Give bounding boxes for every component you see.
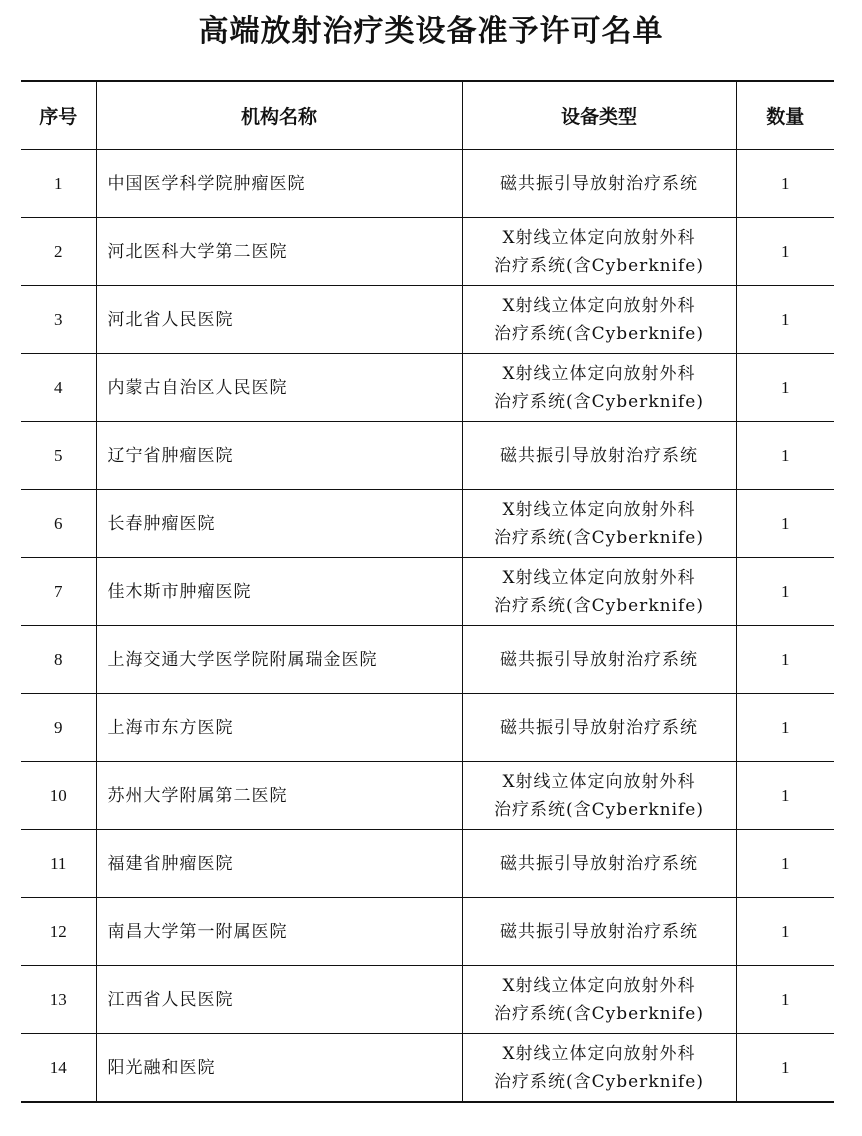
- document-title: 高端放射治疗类设备准予许可名单: [198, 14, 664, 49]
- institution-name: 上海交通大学医学院附属瑞金医院: [96, 626, 462, 694]
- quantity: 1: [736, 966, 834, 1034]
- table-row: [21, 1034, 834, 1103]
- row-number: 9: [21, 694, 96, 762]
- device-type-line: 治疗系统(含Cyberknife): [494, 255, 704, 276]
- device-type: [462, 354, 736, 422]
- quantity: 1: [736, 694, 834, 762]
- institution-name: 江西省人民医院: [96, 966, 462, 1034]
- institution-name: 福建省肿瘤医院: [96, 830, 462, 898]
- quantity: 1: [736, 558, 834, 626]
- row-number: 8: [21, 626, 96, 694]
- device-type-line: X射线立体定向放射外科: [502, 567, 696, 588]
- institution-name: 河北医科大学第二医院: [96, 218, 462, 286]
- row-number: 1: [21, 150, 96, 218]
- device-type-line: X射线立体定向放射外科: [502, 295, 696, 316]
- device-type: [462, 626, 736, 694]
- column-header-no: 序号: [21, 81, 96, 150]
- device-type-line: 磁共振引导放射治疗系统: [500, 173, 698, 194]
- institution-name: 佳木斯市肿瘤医院: [96, 558, 462, 626]
- institution-name: 苏州大学附属第二医院: [96, 762, 462, 830]
- device-type-line: 治疗系统(含Cyberknife): [494, 391, 704, 412]
- quantity: 1: [736, 626, 834, 694]
- device-type: [462, 694, 736, 762]
- table-row: [21, 218, 834, 286]
- quantity: 1: [736, 150, 834, 218]
- quantity: 1: [736, 354, 834, 422]
- row-number: 7: [21, 558, 96, 626]
- device-type: [462, 966, 736, 1034]
- device-type-line: 磁共振引导放射治疗系统: [500, 717, 698, 738]
- table-row: [21, 626, 834, 694]
- table-row: [21, 762, 834, 830]
- device-type-line: 治疗系统(含Cyberknife): [494, 799, 704, 820]
- table-row: [21, 422, 834, 490]
- row-number: 11: [21, 830, 96, 898]
- quantity: 1: [736, 1034, 834, 1103]
- row-number: 13: [21, 966, 96, 1034]
- device-type-line: X射线立体定向放射外科: [502, 771, 696, 792]
- row-number: 3: [21, 286, 96, 354]
- institution-name: 辽宁省肿瘤医院: [96, 422, 462, 490]
- table-row: [21, 286, 834, 354]
- row-number: 10: [21, 762, 96, 830]
- institution-name: 上海市东方医院: [96, 694, 462, 762]
- quantity: 1: [736, 762, 834, 830]
- device-type-line: X射线立体定向放射外科: [502, 499, 696, 520]
- quantity: 1: [736, 490, 834, 558]
- quantity: 1: [736, 898, 834, 966]
- table-row: [21, 558, 834, 626]
- device-type-line: X射线立体定向放射外科: [502, 1043, 696, 1064]
- row-number: 4: [21, 354, 96, 422]
- institution-name: 长春肿瘤医院: [96, 490, 462, 558]
- device-type-line: 磁共振引导放射治疗系统: [500, 649, 698, 670]
- license-table: [21, 80, 834, 1103]
- table-row: [21, 354, 834, 422]
- institution-name: 阳光融和医院: [96, 1034, 462, 1103]
- device-type: [462, 762, 736, 830]
- quantity: 1: [736, 830, 834, 898]
- institution-name: 内蒙古自治区人民医院: [96, 354, 462, 422]
- institution-name: 南昌大学第一附属医院: [96, 898, 462, 966]
- column-header-quantity: 数量: [736, 81, 834, 150]
- row-number: 2: [21, 218, 96, 286]
- device-type: [462, 150, 736, 218]
- device-type: [462, 1034, 736, 1103]
- table-body: [21, 150, 834, 1103]
- institution-name: 中国医学科学院肿瘤医院: [96, 150, 462, 218]
- device-type-line: 磁共振引导放射治疗系统: [500, 853, 698, 874]
- device-type-line: 治疗系统(含Cyberknife): [494, 1003, 704, 1024]
- device-type-line: X射线立体定向放射外科: [502, 975, 696, 996]
- device-type: [462, 558, 736, 626]
- column-header-institution: 机构名称: [96, 81, 462, 150]
- device-type-line: 治疗系统(含Cyberknife): [494, 595, 704, 616]
- device-type: [462, 830, 736, 898]
- row-number: 6: [21, 490, 96, 558]
- device-type-line: X射线立体定向放射外科: [502, 363, 696, 384]
- quantity: 1: [736, 422, 834, 490]
- row-number: 5: [21, 422, 96, 490]
- table-row: [21, 966, 834, 1034]
- table-row: [21, 898, 834, 966]
- table-row: [21, 694, 834, 762]
- device-type-line: 治疗系统(含Cyberknife): [494, 323, 704, 344]
- device-type-line: 磁共振引导放射治疗系统: [500, 445, 698, 466]
- header-row: [21, 81, 834, 150]
- table-row: [21, 150, 834, 218]
- device-type: [462, 218, 736, 286]
- column-header-device-type: 设备类型: [462, 81, 736, 150]
- quantity: 1: [736, 218, 834, 286]
- device-type: [462, 422, 736, 490]
- row-number: 12: [21, 898, 96, 966]
- device-type: [462, 286, 736, 354]
- device-type: [462, 898, 736, 966]
- table-row: [21, 830, 834, 898]
- row-number: 14: [21, 1034, 96, 1103]
- device-type-line: 治疗系统(含Cyberknife): [494, 527, 704, 548]
- table-header: [21, 81, 834, 150]
- device-type-line: 治疗系统(含Cyberknife): [494, 1071, 704, 1092]
- device-type-line: 磁共振引导放射治疗系统: [500, 921, 698, 942]
- table-row: [21, 490, 834, 558]
- institution-name: 河北省人民医院: [96, 286, 462, 354]
- quantity: 1: [736, 286, 834, 354]
- device-type-line: X射线立体定向放射外科: [502, 227, 696, 248]
- device-type: [462, 490, 736, 558]
